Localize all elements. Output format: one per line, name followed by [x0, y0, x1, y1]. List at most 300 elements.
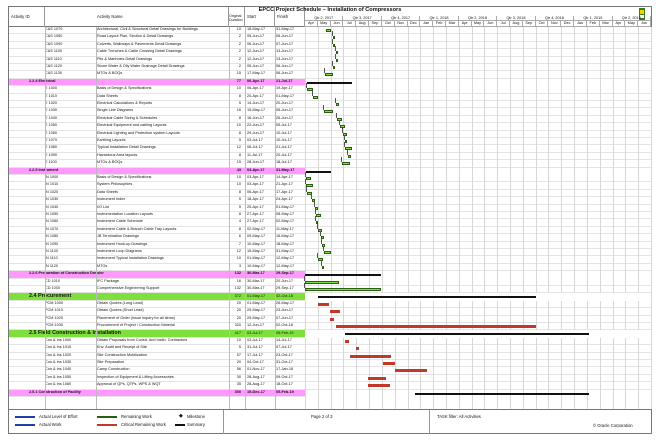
cell-start: 17-Jul-17	[247, 352, 263, 357]
cell-start: 03-Jul-17	[247, 138, 263, 142]
cell-start: 30-Mar-17	[247, 278, 265, 283]
critical-work-bar[interactable]	[395, 369, 428, 372]
cell-dur: 7	[238, 241, 241, 246]
month-header: Jan	[420, 21, 433, 27]
cell-dur: 2	[238, 49, 241, 54]
col-activity-name-label: Activity Name	[97, 14, 123, 19]
cell-finish: 23-Oct-17	[276, 352, 293, 357]
cell-id: Con & Ins 1030	[45, 360, 72, 364]
legend-milestone-label: Milestone	[187, 414, 205, 419]
filter-label: TASK filter: All Activities	[437, 414, 481, 419]
wbs-summary-row[interactable]	[9, 330, 305, 337]
cell-finish: 01-May-17	[276, 204, 295, 209]
cell-id: E 1050	[45, 123, 58, 128]
cell-start: 30-Mar-17	[247, 286, 265, 290]
cell-dur: 10	[236, 256, 241, 261]
legend-remaining-work-label: Remaining Work	[121, 414, 152, 419]
cell-name: Single Line Diagrams	[97, 108, 134, 113]
cell-id: CD 1010	[45, 278, 60, 283]
month-header: Jun	[484, 21, 497, 27]
cell-dur: 20	[236, 308, 241, 313]
cell-start: 28-Aug-17	[247, 382, 265, 387]
cell-name: Electrical Cable Sizing & Schedules	[97, 115, 158, 120]
cell-start: 06-Jul-17	[247, 145, 263, 150]
critical-work-bar[interactable]	[330, 310, 340, 313]
cell-id: E 1040	[45, 115, 58, 120]
cell-finish: 31-May-17	[276, 249, 295, 253]
wbs-summary-row[interactable]	[9, 390, 305, 397]
cell-id: IN 1110	[45, 256, 58, 261]
cell-id: IN 1040	[45, 204, 59, 209]
milestone-icon: ◆	[179, 413, 183, 419]
cell-name: Electrical Lighting and Protection system Layouts	[97, 130, 180, 135]
quarter-header: Qtr 3, 2018	[497, 16, 535, 21]
cell-id: 2.5 Field Construction & Installation	[29, 330, 121, 337]
cell-dur: 20	[236, 300, 241, 305]
cell-dur: 77	[236, 78, 241, 83]
quarter-header: Qtr 2, 2019	[613, 16, 651, 21]
cell-name: Instrument Loop Diagrams	[97, 249, 142, 253]
month-header: Dec	[408, 21, 421, 27]
critical-work-bar[interactable]	[330, 318, 334, 321]
cell-name: MTOs & BOQs	[97, 71, 123, 76]
remaining-work-bar[interactable]	[305, 288, 381, 291]
cell-start: 03-Jul-17	[247, 337, 263, 342]
wbs-summary-row[interactable]	[9, 271, 305, 278]
cell-id: PCM 1000	[45, 300, 63, 305]
cell-id: C&S 1080	[45, 34, 63, 39]
cell-dur: 2	[238, 41, 241, 46]
cell-id: 2.2.4 Electrical	[29, 78, 56, 83]
month-header: Feb	[587, 21, 600, 27]
cell-id: C&S 1130	[45, 71, 63, 76]
cell-dur: 8	[238, 226, 241, 231]
col-activity-id-label: Activity ID	[11, 14, 30, 19]
cell-start: 18-Apr-17	[247, 197, 264, 202]
summary-bar[interactable]	[318, 296, 536, 298]
remaining-work-bar[interactable]	[336, 59, 338, 62]
schedule-title: EPCC Project Schedule – Installation of Compressors	[258, 7, 402, 13]
cell-start: 03-Apr-17	[247, 175, 264, 179]
cell-finish: 18-Jul-17	[276, 160, 292, 165]
cell-dur: 8	[238, 212, 241, 216]
remaining-work-bar[interactable]	[316, 214, 321, 217]
cell-start: 02-May-17	[247, 226, 266, 231]
cell-dur: 3	[238, 263, 241, 268]
cell-start: 06-Apr-17	[247, 86, 264, 91]
summary-bar[interactable]	[307, 82, 352, 84]
quarter-header: Qtr 1, 2018	[420, 16, 458, 21]
cell-id: C&S 1070	[45, 27, 63, 31]
cell-finish: 07-Jul-17	[276, 345, 292, 350]
cell-start: 01-May-17	[247, 300, 266, 305]
quarter-header: Qtr 4, 2017	[382, 16, 420, 21]
cell-finish: 18-May-17	[276, 241, 295, 246]
cell-dur: 12	[236, 145, 241, 150]
cell-finish: 05-Feb-19	[276, 389, 294, 394]
month-header: Sep	[523, 21, 536, 27]
cell-name: Data Sheets	[97, 93, 118, 98]
cell-id: E 1030	[45, 108, 58, 113]
cell-id: E 1010	[45, 93, 58, 98]
critical-work-bar[interactable]	[368, 384, 390, 387]
cell-dur: 8	[238, 189, 241, 194]
cell-dur: 57	[236, 352, 241, 357]
cell-finish: 02-Oct-18	[276, 323, 293, 327]
cell-start: 12-Jun-17	[247, 49, 265, 54]
remaining-work-bar[interactable]	[313, 96, 318, 99]
cell-id: Con & Ins 1000	[45, 337, 72, 342]
remaining-work-bar[interactable]	[326, 29, 331, 32]
cell-finish: 06-Jun-17	[276, 71, 294, 76]
cell-start: 31-Jul-17	[247, 345, 263, 350]
cell-name: Obtain Quotes (Short Lead)	[97, 308, 144, 313]
cell-id: E 1090	[45, 152, 58, 157]
cell-id: IN 1060	[45, 219, 59, 224]
cell-finish: 02-Oct-18	[276, 294, 293, 299]
cell-start: 20-Apr-17	[247, 93, 264, 98]
cell-dur: 20	[236, 315, 241, 320]
cell-name: JB Termination Drawings	[97, 234, 139, 239]
cell-dur: 56	[236, 367, 241, 372]
cell-dur: 417	[234, 331, 241, 336]
critical-work-bar[interactable]	[345, 340, 349, 343]
cell-finish: 23-Jun-17	[276, 308, 294, 313]
cell-dur: 8	[238, 93, 241, 98]
cell-dur: 12	[236, 249, 241, 253]
remaining-work-bar[interactable]	[325, 73, 333, 76]
cell-id: IN 1120	[45, 263, 59, 268]
cell-dur: 2	[238, 34, 241, 39]
cell-dur: 15	[236, 71, 241, 76]
month-header: Jan	[574, 21, 587, 27]
cell-dur: 132	[234, 271, 241, 276]
cell-finish: 13-Jun-17	[276, 49, 294, 54]
cell-name: Instrument Cable Schedule	[97, 219, 143, 224]
cell-dur: 320	[234, 323, 241, 327]
cell-start: 29-Jun-17	[247, 130, 265, 135]
cell-id: C&S 1120	[45, 64, 63, 68]
cell-name: Approval of QPs, QTPs, WPS & WQT	[97, 382, 161, 387]
month-header: May	[472, 21, 485, 27]
cell-finish: 17-Jan-18	[276, 367, 294, 372]
cell-name: MTOs & BOQs	[97, 160, 123, 165]
cell-start: 28-Aug-17	[247, 374, 265, 379]
cell-name: Instrument Index	[97, 197, 126, 202]
col-duration-label: Original Duration	[229, 14, 243, 22]
critical-work-bar[interactable]	[383, 362, 395, 365]
cell-start: 01-Nov-17	[247, 367, 265, 372]
cell-finish: 12-May-17	[276, 256, 295, 261]
month-header: Aug	[510, 21, 523, 27]
cell-finish: 10-Jul-17	[276, 138, 292, 142]
cell-finish: 10-Jul-17	[276, 130, 292, 135]
cell-id: IN 1000	[45, 175, 59, 179]
cell-id: E 1000	[45, 86, 58, 91]
cell-finish: 17-Apr-17	[276, 189, 293, 194]
cell-dur: 6	[238, 234, 241, 239]
cell-dur: 2	[238, 64, 241, 68]
cell-id: PCM 1020	[45, 315, 63, 320]
cell-finish: 09-Oct-17	[276, 374, 293, 379]
remaining-work-bar[interactable]	[322, 266, 324, 269]
cell-dur: 43	[236, 167, 241, 172]
cell-name: Typical Installation Detail Drawings	[97, 145, 156, 150]
cell-id: Con & Ins 1060	[45, 382, 72, 387]
schedule-page	[8, 6, 652, 434]
cell-start: 10-May-17	[247, 263, 266, 268]
cell-start: 12-Jun-17	[247, 323, 265, 327]
cell-finish: 29-Sep-17	[276, 271, 294, 276]
cell-name: IFC Package	[97, 278, 119, 283]
cell-dur: 35	[236, 382, 241, 387]
cell-finish: 31-May-17	[276, 167, 295, 172]
cell-id: Con & Ins 1010	[45, 345, 72, 350]
cell-dur: 15	[236, 160, 241, 165]
summary-bar[interactable]	[305, 274, 381, 276]
cell-id: C&S 1100	[45, 49, 63, 54]
summary-bar[interactable]	[345, 333, 589, 335]
cell-name: Road Layout Plan, Section & Detail Drawings	[97, 34, 174, 39]
cell-start: 29-May-17	[247, 315, 266, 320]
cell-id: IN 1090	[45, 241, 59, 246]
cell-start: 10-May-17	[247, 241, 266, 246]
cell-name: Hazardous Area layouts	[97, 152, 138, 157]
cell-finish: 20-Jun-17	[276, 101, 294, 105]
cell-start: 05-Jun-17	[247, 64, 265, 68]
summary-bar[interactable]	[306, 171, 331, 173]
cell-finish: 19-Apr-17	[276, 86, 293, 91]
cell-start: 06-Apr-17	[247, 189, 264, 194]
cell-name: Data Sheets	[97, 189, 118, 194]
cell-start: 15-May-17	[247, 108, 266, 113]
remaining-work-bar[interactable]	[333, 66, 335, 69]
month-header: Apr	[459, 21, 472, 27]
cell-dur: 30	[236, 374, 241, 379]
cell-id: C&S 1110	[45, 56, 62, 61]
cell-id: IN 1010	[45, 182, 59, 187]
cell-dur: 8	[238, 152, 241, 157]
cell-start: 29-May-17	[247, 308, 266, 313]
month-header: May	[625, 21, 638, 27]
month-header: Jun	[638, 21, 651, 27]
month-header: Aug	[356, 21, 369, 27]
cell-id: PCM 1030	[45, 323, 63, 327]
remaining-work-bar[interactable]	[336, 103, 339, 106]
cell-finish: 01-May-17	[276, 93, 295, 98]
cell-name: Culverts, Walkways & Pavements Detail Drawings	[97, 41, 182, 46]
remaining-work-bar[interactable]	[342, 162, 350, 165]
remaining-work-bar[interactable]	[305, 281, 339, 284]
cell-name: Obtain Proposals from Constr. And Instln. Contractors	[97, 337, 188, 342]
quarter-header: Qtr 2, 2017	[305, 16, 343, 21]
cell-dur: 5	[238, 197, 241, 202]
cell-start: 17-May-17	[247, 71, 266, 76]
cell-name: Cable Trenches & Cable Crossing Detail Drawings	[97, 49, 182, 54]
cell-finish: 14-Apr-17	[276, 175, 293, 179]
col-start-label: Start	[247, 14, 256, 19]
summary-bar[interactable]	[415, 393, 589, 395]
cell-finish: 21-Apr-17	[276, 182, 293, 187]
quarter-header: Qtr 2, 2018	[459, 16, 497, 21]
cell-finish: 20-Jul-17	[276, 152, 292, 157]
cell-start: 22-Jun-17	[247, 123, 265, 128]
critical-work-bar[interactable]	[368, 377, 386, 380]
critical-work-bar[interactable]	[318, 303, 329, 306]
cell-id: E 1070	[45, 138, 58, 142]
cell-start: 03-Apr-17	[247, 182, 264, 187]
cell-start: 03-Jul-17	[247, 331, 263, 336]
cell-start: 14-Jun-17	[247, 101, 265, 105]
month-header: Mar	[600, 21, 613, 27]
month-header: Nov	[548, 21, 561, 27]
legend-summary-label: Summary	[187, 422, 205, 427]
cell-start: 06-Apr-17	[247, 78, 265, 83]
cell-dur: 10	[236, 175, 241, 179]
cell-id: IN 1020	[45, 189, 59, 194]
cell-finish: 24-Apr-17	[276, 197, 293, 202]
cell-finish: 31-Oct-17	[276, 360, 293, 364]
cell-start: 18-May-17	[247, 27, 266, 31]
month-header: Apr	[305, 21, 318, 27]
cell-name: Instrument Hook-up Drawings	[97, 241, 148, 246]
cell-name: System Philosophies	[97, 182, 133, 187]
cell-id: Con & Ins 1050	[45, 374, 72, 379]
remaining-work-bar[interactable]	[306, 177, 311, 180]
cell-name: Site Preparation	[97, 360, 125, 364]
cell-dur: 10	[236, 182, 241, 187]
cell-dur: 372	[234, 294, 241, 299]
quarter-header: Qtr 4, 2018	[536, 16, 574, 21]
cell-dur: 10	[236, 123, 241, 128]
cell-dur: 132	[234, 286, 241, 290]
cell-dur: 10	[236, 27, 241, 31]
cell-name: Earthing Layouts	[97, 138, 126, 142]
legend-critical-work-label: Critical Remaining Work	[121, 422, 166, 427]
cell-start: 01-May-17	[247, 294, 266, 299]
cell-id: 2.4 Procurement	[29, 293, 72, 300]
cell-finish: 21-Jul-17	[276, 78, 293, 83]
wbs-summary-row[interactable]	[9, 168, 305, 175]
cell-id: 2.2.5 Instrument	[29, 167, 59, 172]
legend-actual-loe-label: Actual Level of Effort	[39, 414, 78, 419]
cell-start: 19-Dec-17	[247, 389, 265, 394]
quarter-header: Qtr 1, 2019	[574, 16, 612, 21]
cell-name: Procurement of Project / Construction Material	[97, 323, 175, 327]
cell-dur: 16	[236, 278, 241, 283]
cell-start: 28-Jun-17	[247, 160, 265, 165]
cell-start: 11-Jul-17	[247, 152, 263, 157]
cell-start: 03-Apr-17	[247, 167, 265, 172]
cell-finish: 13-Jun-17	[276, 56, 294, 61]
cell-finish: 05-Jul-17	[276, 123, 292, 128]
cell-id: IN 1030	[45, 197, 59, 202]
month-header: Dec	[561, 21, 574, 27]
cell-dur: 20	[236, 360, 241, 364]
cell-finish: 07-Jun-17	[276, 315, 294, 320]
critical-work-bar[interactable]	[336, 325, 537, 328]
cell-finish: 14-Jul-17	[276, 337, 292, 342]
cell-finish: 12-May-17	[276, 263, 295, 268]
remaining-work-bar[interactable]	[324, 251, 330, 254]
legend-footer	[9, 409, 651, 433]
cell-finish: 26-May-17	[276, 300, 295, 305]
cell-start: 09-May-17	[247, 234, 266, 239]
cell-id: E 1020	[45, 101, 58, 105]
cell-finish: 07-Jun-17	[276, 41, 294, 46]
remaining-work-bar[interactable]	[324, 110, 333, 113]
month-header: Oct	[382, 21, 395, 27]
critical-work-bar[interactable]	[356, 347, 359, 350]
cell-name: Obtain Quotes (Long Lead)	[97, 300, 144, 305]
cell-id: E 1100	[45, 160, 57, 165]
cell-dur: 5	[238, 345, 241, 350]
cell-name: Camp Construction	[97, 367, 130, 372]
cell-start: 16-Jun-17	[247, 115, 265, 120]
cell-finish: 02-May-17	[276, 219, 295, 224]
cell-id: Con & Ins 1020	[45, 352, 72, 357]
cell-dur: 16	[236, 108, 241, 113]
cell-start: 30-Mar-17	[247, 271, 265, 276]
page-number: Page 2 of 3	[311, 414, 333, 419]
wbs-summary-row[interactable]	[9, 293, 305, 300]
month-header: Jun	[331, 21, 344, 27]
month-header: Oct	[536, 21, 549, 27]
copyright: © Oracle Corporation	[593, 423, 633, 428]
cell-start: 01-May-17	[247, 256, 266, 261]
cell-id: IN 1070	[45, 226, 59, 231]
cell-dur: 5	[238, 138, 241, 142]
cell-id: IN 1050	[45, 212, 59, 216]
cell-start: 05-Jun-17	[247, 34, 265, 39]
cell-name: Electrical Equipment and cabling Layouts	[97, 123, 167, 128]
cell-dur: 8	[238, 130, 241, 135]
cell-start: 06-Jun-17	[247, 41, 265, 46]
cell-dur: 10	[236, 86, 241, 91]
cell-name: Placement of Order (issue inquiry for all items)	[97, 315, 176, 320]
cell-id: 2.5.1 Construction of Facility	[29, 389, 81, 394]
cell-dur: 300	[234, 389, 241, 394]
cell-finish: 31-May-17	[276, 27, 295, 31]
cell-dur: 2	[238, 56, 241, 61]
cell-id: IN 1100	[45, 249, 59, 253]
col-finish-label: Finish	[277, 14, 289, 19]
cell-dur: 10	[236, 337, 241, 342]
remaining-work-bar[interactable]	[336, 51, 338, 54]
critical-work-bar[interactable]	[350, 355, 391, 358]
cell-name: Instrumentation Location Layouts	[97, 212, 153, 216]
schedule-header	[9, 7, 651, 27]
cell-id: E 1060	[45, 130, 58, 135]
cell-name: Architectural, Civil & Structural Detail Drawings for Buildings	[97, 27, 198, 31]
cell-id: IN 1080	[45, 234, 59, 239]
wbs-summary-row[interactable]	[9, 79, 305, 86]
month-header: Feb	[433, 21, 446, 27]
cell-name: Storm Water & Oily Water Drainage Detail Drawings	[97, 64, 185, 68]
cell-name: Env. Audit and Receipt of Site	[97, 345, 147, 350]
remaining-work-bar[interactable]	[348, 155, 352, 158]
cell-id: C&S 1090	[45, 41, 63, 46]
month-header: Jul	[343, 21, 356, 27]
gantt-chart	[305, 27, 651, 409]
cell-name: Instrument Cable & Branch Cable Tray Layouts	[97, 226, 177, 231]
cell-name: Basis of Design & Specifications	[97, 86, 152, 91]
cell-start: 12-Jun-17	[247, 56, 265, 61]
cell-finish: 08-May-17	[276, 212, 295, 216]
cell-finish: 20-Jun-17	[276, 278, 294, 283]
cell-start: 27-Apr-17	[247, 212, 264, 216]
legend-actual-work-label: Actual Work	[39, 422, 62, 427]
